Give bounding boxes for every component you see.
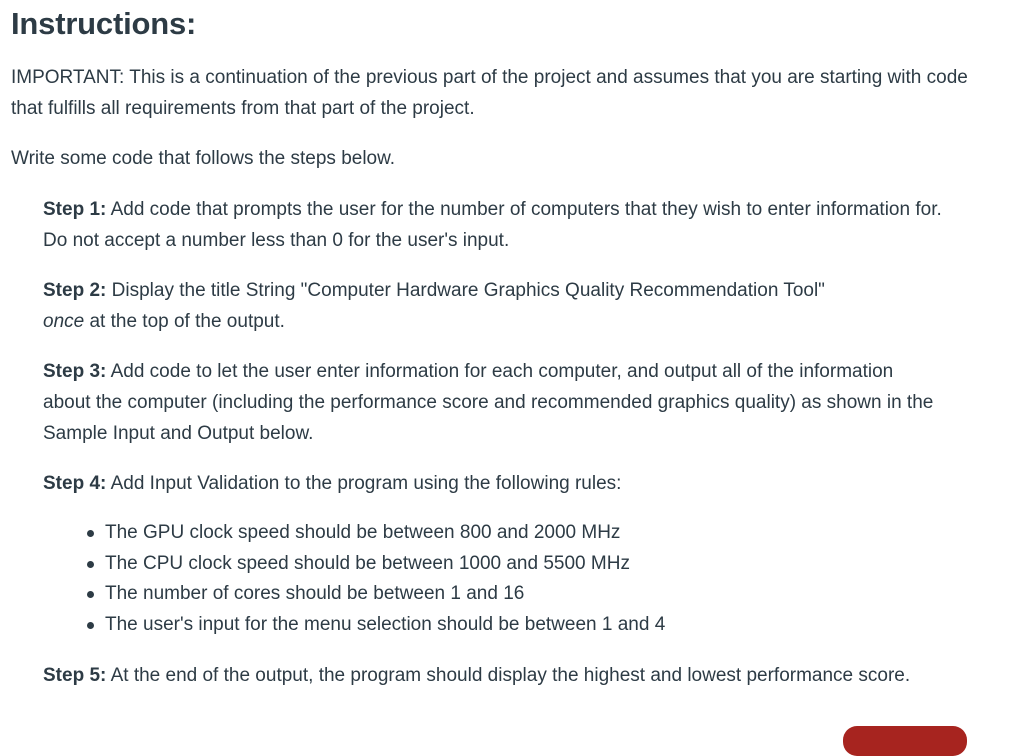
next-button[interactable] xyxy=(843,726,967,756)
page-title: Instructions: xyxy=(11,6,197,41)
step-text: Add Input Validation to the program using the following rules: xyxy=(110,473,622,494)
bullet-icon xyxy=(87,622,94,629)
step-label: Step 3: xyxy=(43,361,107,382)
step-4 xyxy=(43,468,943,499)
step-1 xyxy=(43,194,943,256)
bullet-icon xyxy=(87,561,94,568)
list-item xyxy=(105,579,665,610)
rule-text: The user's input for the menu selection should be between 1 and 4 xyxy=(105,613,666,635)
step-2 xyxy=(43,275,943,337)
validation-rules-list xyxy=(43,518,665,640)
rule-text: The number of cores should be between 1 and 16 xyxy=(105,583,525,604)
bullet-icon xyxy=(87,530,94,537)
step-text: Display the title String "Computer Hardware Graphics Quality Recommendation Tool" xyxy=(111,280,825,301)
list-item xyxy=(105,610,665,641)
important-note xyxy=(11,62,971,124)
step-label: Step 2: xyxy=(43,280,107,301)
step-label: Step 4: xyxy=(43,473,107,494)
step-text: At the end of the output, the program should display the highest and lowest performance score. xyxy=(110,665,911,686)
list-item xyxy=(105,518,665,549)
step-text: Add code that prompts the user for the number of computers that they wish to enter information for. Do not accept a number less than 0 for the user's input. xyxy=(43,199,942,251)
step-label: Step 1: xyxy=(43,199,107,220)
list-item xyxy=(105,549,665,580)
step-emphasis: once xyxy=(43,311,85,332)
important-label: IMPORTANT: xyxy=(11,67,125,88)
step-5 xyxy=(43,660,943,691)
intro-text: Write some code that follows the steps below. xyxy=(11,148,396,169)
rule-text: The CPU clock speed should be between 1000 and 5500 MHz xyxy=(105,552,630,574)
step-text: Add code to let the user enter information for each computer, and output all of the information about the computer (including the performance score and recommended graphics quality) as shown in the Sample Input and Output below. xyxy=(43,361,934,444)
important-text: This is a continuation of the previous part of the project and assumes that you are starting with code that fulfills all requirements from that part of the project. xyxy=(11,67,968,119)
step-3 xyxy=(43,356,943,449)
step-text-after: at the top of the output. xyxy=(89,311,285,332)
step-label: Step 5: xyxy=(43,665,107,686)
rule-text: The GPU clock speed should be between 800 and 2000 MHz xyxy=(105,522,621,543)
bullet-icon xyxy=(87,591,94,598)
